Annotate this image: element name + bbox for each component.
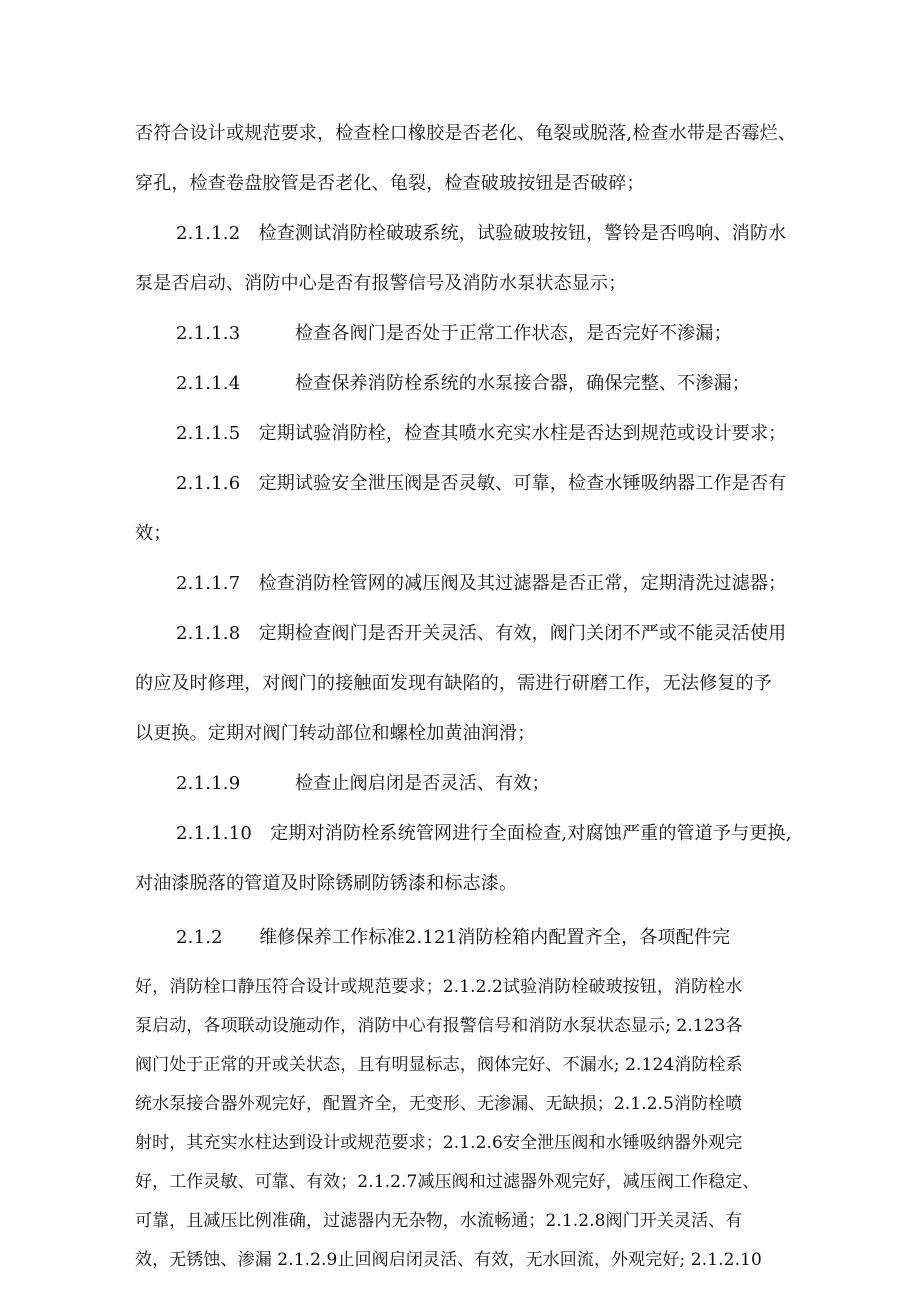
standards-line-7: 可靠，且减压比例准确，过滤器内无杂物，水流畅通；2.1.2.8阀门开关灵活、有	[135, 1211, 743, 1231]
clause-2-1-1-2-line-1: 2.1.1.2 检查测试消防栓破玻系统，试验破玻按钮，警铃是否鸣响、消防水	[176, 223, 787, 244]
standards-line-3: 阀门处于正常的开或关状态，且有明显标志，阀体完好、不漏水; 2.124消防栓系	[135, 1055, 743, 1075]
clause-2-1-1-9: 2.1.1.9 检查止阀启闭是否灵活、有效；	[176, 773, 550, 794]
clause-2-1-1-10-line-2: 对油漆脱落的管道及时除锈刷防锈漆和标志漆。	[135, 873, 518, 894]
standards-line-8: 效，无锈蚀、渗漏 2.1.2.9止回阀启闭灵活、有效，无水回流，外观完好; 2.1.2.10	[135, 1250, 762, 1270]
clause-2-1-1-8-line-1: 2.1.1.8 定期检查阀门是否开关灵活、有效，阀门关闭不严或不能灵活使用	[176, 623, 787, 644]
clause-2-1-1-5: 2.1.1.5 定期试验消防栓，检查其喷水充实水柱是否达到规范或设计要求；	[176, 423, 787, 444]
standards-line-2: 泵启动，各项联动设施动作，消防中心有报警信号和消防水泵状态显示; 2.123各	[135, 1016, 743, 1036]
clause-2-1-1-2-line-2: 泵是否启动、消防中心是否有报警信号及消防水泵状态显示；	[135, 273, 627, 294]
clause-2-1-1-10-line-1: 2.1.1.10 定期对消防栓系统管网进行全面检查,对腐蚀严重的管道予与更换,	[176, 823, 792, 844]
standards-line-4: 统水泵接合器外观完好，配置齐全，无变形、无渗漏、无缺损；2.1.2.5消防栓喷	[135, 1094, 743, 1114]
section-2-1-2-heading: 2.1.2 维修保养工作标准2.121消防栓箱内配置齐全，各项配件完	[176, 927, 731, 948]
clause-2-1-1-8-line-3: 以更换。定期对阀门转动部位和螺栓加黄油润滑；	[135, 723, 536, 744]
standards-line-1: 好，消防栓口静压符合设计或规范要求；2.1.2.2试验消防栓破玻按钮，消防栓水	[135, 977, 743, 997]
text-line-2: 穿孔，检查卷盘胶管是否老化、龟裂，检查破玻按钮是否破碎；	[135, 173, 645, 194]
standards-line-5: 射时，其充实水柱达到设计或规范要求；2.1.2.6安全泄压阀和水锤吸纳器外观完	[135, 1133, 743, 1153]
text-line-1: 否符合设计或规范要求，检查栓口橡胶是否老化、龟裂或脱落,检查水带是否霉烂、	[135, 123, 797, 144]
standards-line-6: 好，工作灵敏、可靠、有效；2.1.2.7减压阀和过滤器外观完好，减压阀工作稳定、	[135, 1172, 760, 1192]
clause-2-1-1-7: 2.1.1.7 检查消防栓管网的减压阀及其过滤器是否正常，定期清洗过滤器；	[176, 573, 787, 594]
clause-2-1-1-6-line-2: 效；	[135, 523, 172, 544]
clause-2-1-1-3: 2.1.1.3 检查各阀门是否处于正常工作状态，是否完好不渗漏；	[176, 323, 732, 344]
clause-2-1-1-6-line-1: 2.1.1.6 定期试验安全泄压阀是否灵敏、可靠，检查水锤吸纳器工作是否有	[176, 473, 787, 494]
clause-2-1-1-4: 2.1.1.4 检查保养消防栓系统的水泵接合器，确保完整、不渗漏；	[176, 373, 750, 394]
clause-2-1-1-8-line-2: 的应及时修理，对阀门的接触面发现有缺陷的，需进行研磨工作，无法修复的予	[135, 673, 772, 694]
